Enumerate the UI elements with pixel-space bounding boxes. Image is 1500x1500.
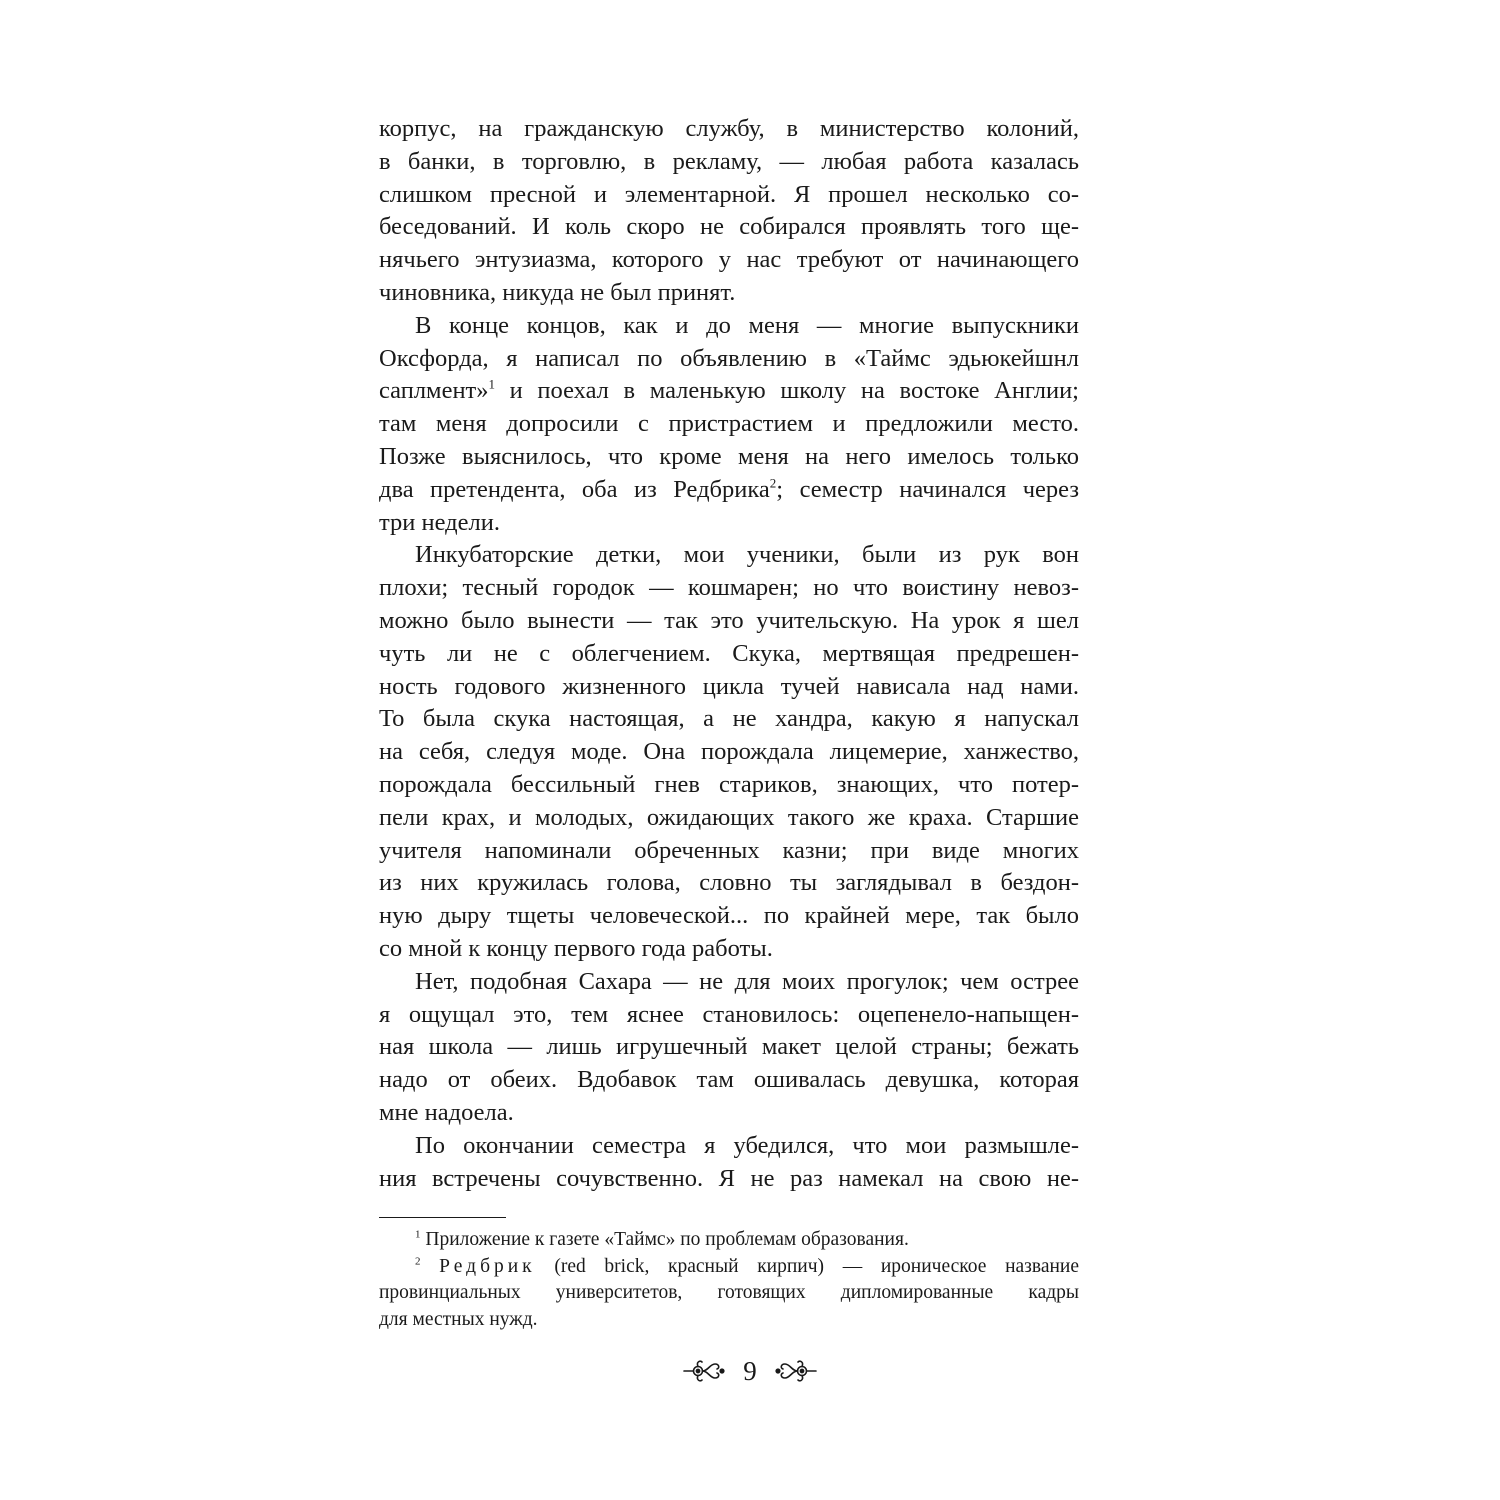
footnote-marker: 2 xyxy=(769,475,777,491)
text-fragment: два претендента, оба из Редбрика xyxy=(379,475,770,503)
footnote-number: 2 xyxy=(415,1254,421,1267)
text-fragment: саплмент» xyxy=(379,377,489,405)
text-line: там меня допросили с пристрастием и предложили место. xyxy=(379,410,1079,438)
text-line: ния встречены сочувственно. Я не раз намекал на свою не- xyxy=(379,1164,1079,1192)
text-line: я ощущал это, тем яснее становилось: оцепенело-напыщен- xyxy=(379,1000,1079,1028)
footnote-divider xyxy=(379,1217,506,1218)
text-line: мне надоела. xyxy=(379,1098,514,1126)
text-line: беседований. И коль скоро не собирался проявлять того ще- xyxy=(379,213,1079,241)
text-line: на себя, следуя моде. Она порождала лицемерие, ханжество, xyxy=(379,738,1079,766)
text-line: То была скука настоящая, а не хандра, какую я напускал xyxy=(379,705,1079,733)
page-number: 9 xyxy=(743,1356,757,1386)
text-fragment: ; семестр начинался через xyxy=(776,475,1079,503)
text-line: чуть ли не с облегчением. Скука, мертвящая предрешен- xyxy=(379,639,1079,667)
text-line: можно было вынести — так это учительскую. На урок я шел xyxy=(379,606,1079,634)
text-line: учителя напоминали обреченных казни; при виде многих xyxy=(379,836,1079,864)
text-line: порождала бессильный гнев стариков, знающих, что потер- xyxy=(379,770,1079,798)
text-line: В конце концов, как и до меня — многие выпускники xyxy=(415,311,1079,339)
text-line: ную дыру тщеты человеческой... по крайней мере, так было xyxy=(379,902,1079,930)
footnote-term: Редбрик xyxy=(439,1255,536,1277)
text-line xyxy=(379,474,1079,507)
text-line: корпус, на гражданскую службу, в министерство колоний, xyxy=(379,115,1079,142)
text-line: в банки, в торговлю, в рекламу, — любая работа казалась xyxy=(379,147,1079,175)
footnote-text: (red brick, красный кирпич) — ироническое название xyxy=(554,1255,1079,1277)
main-text xyxy=(379,113,1079,1195)
footnote-marker: 1 xyxy=(488,376,496,392)
footnote-text: Приложение к газете «Таймс» по проблемам образования. xyxy=(425,1229,909,1250)
text-fragment: и поехал в маленькую школу на востоке Англии; xyxy=(509,377,1079,405)
footnotes xyxy=(379,1227,1079,1333)
text-line: нячьего энтузиазма, которого у нас требуют от начинающего xyxy=(379,246,1079,274)
text-line: По окончании семестра я убедился, что мои размышле- xyxy=(415,1131,1079,1159)
text-line: Инкубаторские детки, мои ученики, были из рук вон xyxy=(415,541,1079,569)
footnote-line: провинциальных университетов, готовящих дипломированные кадры xyxy=(379,1282,1079,1303)
footnote-number: 1 xyxy=(415,1228,421,1241)
text-line: чиновника, никуда не был принят. xyxy=(379,278,736,306)
text-line: плохи; тесный городок — кошмарен; но что воистину невоз- xyxy=(379,574,1079,602)
text-line: три недели. xyxy=(379,508,500,536)
footnote xyxy=(379,1227,1079,1254)
text-line xyxy=(379,375,1079,408)
text-line: слишком пресной и элементарной. Я прошел несколько со- xyxy=(379,180,1079,208)
footnote-line: для местных нужд. xyxy=(379,1308,538,1330)
page-folio xyxy=(650,1353,850,1389)
text-line: пели крах, и молодых, ожидающих такого же краха. Старшие xyxy=(379,803,1079,831)
text-line: Оксфорда, я написал по объявлению в «Таймс эдьюкейшнл xyxy=(379,344,1079,372)
text-line: Позже выяснилось, что кроме меня на него имелось только xyxy=(379,442,1079,470)
text-line: надо от обеих. Вдобавок там ошивалась девушка, которая xyxy=(379,1066,1079,1094)
text-line: ная школа — лишь игрушечный макет целой страны; бежать xyxy=(379,1033,1079,1061)
fleuron-ornament-icon xyxy=(681,1356,727,1386)
text-line: Нет, подобная Сахара — не для моих прогулок; чем острее xyxy=(415,967,1079,995)
text-line: ность годового жизненного цикла тучей нависала над нами. xyxy=(379,672,1079,700)
text-line: из них кружилась голова, словно ты заглядывал в бездон- xyxy=(379,869,1079,897)
fleuron-ornament-icon xyxy=(773,1356,819,1386)
footnote xyxy=(379,1254,1079,1281)
text-line: со мной к концу первого года работы. xyxy=(379,934,773,962)
